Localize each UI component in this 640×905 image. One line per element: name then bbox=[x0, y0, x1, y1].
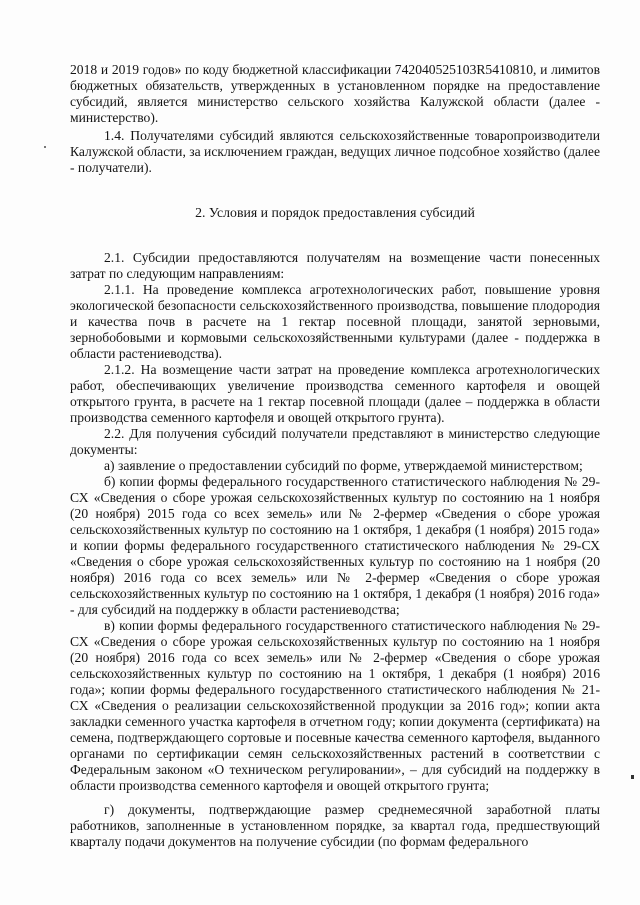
paragraph-2-1: 2.1. Субсидии предоставляются получателям на возмещение части понесенных затрат по следующим направлениям: bbox=[70, 250, 600, 281]
scan-mark-right bbox=[631, 775, 634, 779]
paragraph-2-1-2: 2.1.2. На возмещение части затрат на проведение комплекса агротехнологических работ, обеспечивающих увеличение производства семенного картофеля и овощей открытого грунта, в расчете на 1 гектар посевной площади (далее – поддержка в области производства семенного картофеля и овощей открытого грунта). bbox=[70, 362, 600, 425]
list-item-v: в) копии формы федерального государственного статистического наблюдения № 29-СХ «Сведения о сборе урожая сельскохозяйственных культур по состоянию на 1 ноября (20 ноября) 2016 года со всех земель» или № 2-фермер «Сведения о сборе урожая сельскохозяйственных культур по состоянию на 1 октября, 1 декабря (1 ноября) 2016 года»; копии формы федерального государственного статистического наблюдения № 21-СХ «Сведения о реализации сельскохозяйственной продукции за 2016 год»; копии акта закладки семенного участка картофеля в отчетном году; копии документа (сертификата) на семена, подтверждающего сортовые и посевные качества семенного картофеля, выданного органами по сертификации семян сельскохозяйственных растений в соответствии с Федеральным законом «О техническом регулировании», – для субсидий на поддержку в области производства семенного картофеля и овощей открытого грунта; bbox=[70, 618, 600, 793]
list-item-a: а) заявление о предоставлении субсидий по форме, утверждаемой министерством; bbox=[104, 458, 583, 473]
section-heading: 2. Условия и порядок предоставления субсидий bbox=[195, 205, 475, 220]
paragraph-budget-code: 2018 и 2019 годов» по коду бюджетной классификации 742040525103R5410810, и лимитов бюджетных обязательств, утвержденных в установленном порядке на предоставление субсидий, является министерство сельского хозяйства Калужской области (далее - министерство). bbox=[70, 62, 600, 125]
paragraph-2-1-1: 2.1.1. На проведение комплекса агротехнологических работ, повышение уровня экологической безопасности сельскохозяйственного производства, повышение плодородия и качества почв в расчете на 1 гектар посевной площади, занятой зерновыми, зернобобовыми и кормовыми сельскохозяйственными культурами (далее - поддержка в области растениеводства). bbox=[70, 282, 600, 361]
scan-mark-left bbox=[44, 146, 46, 148]
paragraph-2-2: 2.2. Для получения субсидий получатели представляют в министерство следующие документы: bbox=[70, 426, 600, 457]
paragraph-1-4-recipients: 1.4. Получателями субсидий являются сельскохозяйственные товаропроизводители Калужской области, за исключением граждан, ведущих личное подсобное хозяйство (далее - получатели). bbox=[70, 128, 600, 175]
list-item-g: г) документы, подтверждающие размер среднемесячной заработной платы работников, заполненные в установленном порядке, за квартал года, предшествующий кварталу подачи документов на получение субсидии (по формам федерального bbox=[70, 802, 600, 849]
document-body bbox=[70, 62, 600, 850]
list-item-b: б) копии формы федерального государственного статистического наблюдения № 29-СХ «Сведения о сборе урожая сельскохозяйственных культур по состоянию на 1 ноября (20 ноября) 2015 года со всех земель» или № 2-фермер «Сведения о сборе урожая сельскохозяйственных культур по состоянию на 1 октября, 1 декабря (1 ноября) 2015 года» и копии формы федерального государственного статистического наблюдения № 29-СХ «Сведения о сборе урожая сельскохозяйственных культур по состоянию на 1 ноября (20 ноября) 2016 года со всех земель» или № 2-фермер «Сведения о сборе урожая сельскохозяйственных культур по состоянию на 1 октября, 1 декабря (1 ноября) 2016 года» - для субсидий на поддержку в области растениеводства; bbox=[70, 474, 600, 617]
